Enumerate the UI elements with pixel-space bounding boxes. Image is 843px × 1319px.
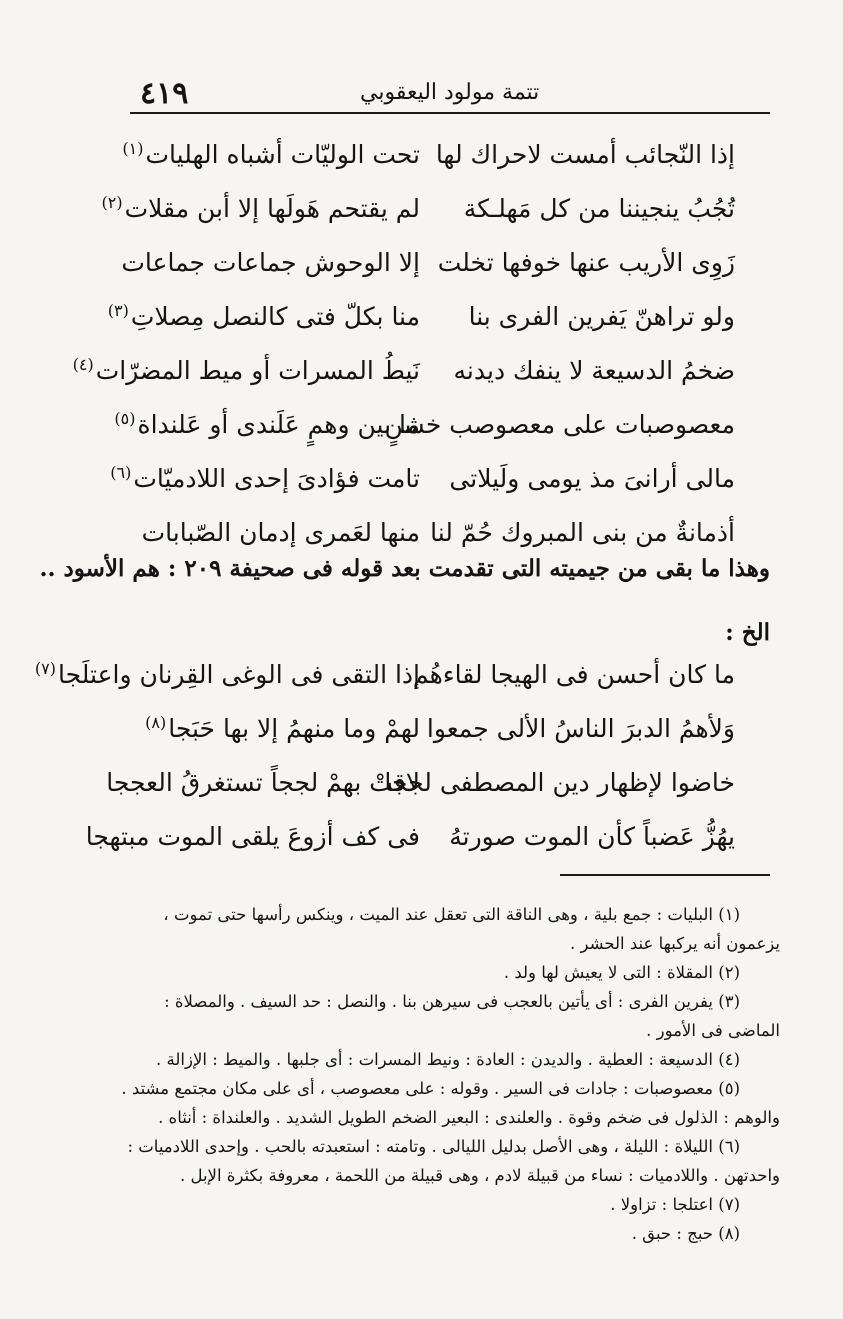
verse-second-hemistich: [34, 648, 420, 702]
verse-first-hemistich: تُجُبُ ينجيننا من كل مَهلـكة: [463, 194, 735, 223]
verse-7: [100, 452, 760, 506]
footnote-ref: (٨): [145, 712, 167, 732]
footnote-line: يزعمون أنه يركبها عند الحشر .: [570, 934, 780, 953]
verse-second-text: منا بكلّ فتى كالنصل مِصلاتِ: [130, 302, 420, 331]
verse-first-hemistich: زَوِى الأريب عنها خوفها تخلت: [437, 248, 735, 277]
verse-second-hemistich: [100, 398, 420, 452]
running-title: تتمة مولود اليعقوبي: [360, 80, 540, 105]
verse-second-hemistich: [100, 236, 420, 290]
verse-second-text: نَيطُ المسرات أو ميط المضرّات: [95, 356, 420, 385]
verse-first-hemistich: مالى أرانىَ مذ يومى ولَيلاتى: [449, 464, 735, 493]
verse-second-text: إذا التقى فى الوغى القِرنان واعتلَجا: [58, 660, 420, 689]
verse-first-hemistich: وَلأهمُ الدبرَ الناسُ الألى جمعوا: [426, 714, 735, 743]
footnote-ref: (٤): [72, 354, 94, 374]
verse-second-hemistich: [100, 128, 420, 182]
verse-first-hemistich: يهُزُّ عَضباً كأن الموت صورتهُ: [449, 822, 735, 851]
page-header: [130, 70, 770, 114]
footnote-line: (٣) يفرين الفرى : أى يأتين بالعجب فى سيرهن بنا . والنصل : حد السيف . والمصلاة :: [164, 992, 740, 1011]
prose-line-2: الخ :: [725, 619, 770, 646]
verse-5: [72, 344, 760, 398]
footnote-ref: (١): [122, 138, 144, 158]
verse-12: [85, 810, 760, 864]
verse-second-text: فى كف أزوعَ يلقى الموت مبتهجا: [85, 822, 420, 851]
verse-3: [100, 236, 760, 290]
verse-second-text: لم يقتحم هَولَها إلا أبن مقلات: [124, 194, 420, 223]
verse-first-hemistich: إذا النّجائب أمست لاحراك لها: [435, 140, 735, 169]
footnote-line: (٨) حبج : حبق .: [631, 1224, 740, 1243]
verse-second-hemistich: [100, 756, 420, 810]
prose-line-1: وهذا ما بقى من جيميته التى تقدمت بعد قوله فى صحيفة ٢٠٩ : هم الأسود ..: [39, 555, 770, 582]
verse-first-hemistich: خاضوا لإظهار دين المصطفى لججا: [384, 768, 735, 797]
footnote-ref: (٥): [114, 408, 136, 428]
verse-second-text: إلا الوحوش جماعات جماعات: [121, 248, 420, 277]
footnote-line: والوهم : الذلول فى ضخم وقوة . والعلندى : البعير الضخم الطويل الشديد . والعلنداة : أنثاه .: [158, 1108, 780, 1127]
footnote-ref: (٧): [34, 658, 57, 678]
verse-10: [100, 702, 760, 756]
verse-second-hemistich: [100, 182, 420, 236]
footnote-line: (١) البليات : جمع بلية ، وهى الناقة التى تعقل عند الميت ، وينكس رأسها حتى تموت ،: [163, 905, 740, 924]
footnote-line: (٦) الليلاة : الليلة ، وهى الأصل بدليل الليالى . وتامته : استعبدته بالحب . وإحدى اللادميات :: [127, 1137, 740, 1156]
verse-4: [100, 290, 760, 344]
verse-9: [34, 648, 760, 702]
footnote-line: (٥) معصوصبات : جادات فى السير . وقوله : على معصوصب ، أى على مكان مجتمع مشتد .: [121, 1079, 740, 1098]
verse-second-hemistich: [100, 452, 420, 506]
footnote-ref: (٣): [107, 300, 129, 320]
verse-second-text: تامت فؤادىَ إحدى اللادميّات: [133, 464, 420, 493]
verse-second-text: لاقتْ بهمْ لججاً تستغرقُ العججا: [106, 768, 420, 797]
footnote-rule: [560, 874, 770, 876]
footnote-line: الماضى فى الأمور .: [646, 1021, 780, 1040]
verse-second-hemistich: [100, 290, 420, 344]
footnote-line: (٧) اعتلجا : تزاولا .: [610, 1195, 740, 1214]
footnote-ref: (٢): [101, 192, 123, 212]
page-number: ٤١٩: [140, 76, 189, 111]
footnote-line: (٤) الدسيعة : العطية . والديدن : العادة : ونيط المسرات : أى جلبها . والميط : الإزالة .: [156, 1050, 740, 1069]
verse-second-text: ما بين وهمٍ عَلَندى أو عَلنداة: [137, 410, 420, 439]
verse-first-hemistich: ما كان أحسن فى الهيجا لقاءهُم: [413, 660, 735, 689]
verse-second-hemistich: [100, 702, 420, 756]
verse-11: [100, 756, 760, 810]
header-rule: [130, 112, 770, 114]
verse-1: [100, 128, 760, 182]
verse-first-hemistich: ولو تراهنّ يَفرين الفرى بنا: [468, 302, 735, 331]
verse-second-hemistich: [72, 344, 420, 398]
footnote-ref: (٦): [110, 462, 132, 482]
verse-6: [100, 398, 760, 452]
verse-second-text: منها لعَمرى إدمان الصّبابات: [141, 518, 420, 547]
footnote-line: (٢) المقلاة : التى لا يعيش لها ولد .: [503, 963, 740, 982]
verse-first-hemistich: ضخمُ الدسيعة لا ينفك ديدنه: [453, 356, 735, 385]
verse-first-hemistich: معصوصبات على معصوصب خشنٍ: [384, 410, 735, 439]
verse-2: [100, 182, 760, 236]
verse-second-text: تحت الوليّات أشباه الهليات: [145, 140, 420, 169]
verse-second-text: لهمْ وما منهمُ إلا بها حَبَجا: [168, 714, 420, 743]
footnote-line: واحدتهن . واللادميات : نساء من قبيلة لادم ، وهى قبيلة من اللحمة ، معروفة بكثرة الإبل .: [179, 1166, 780, 1185]
verse-second-hemistich: [85, 810, 420, 864]
verse-first-hemistich: أذمانةٌ من بنى المبروك حُمّ لنا: [430, 518, 735, 547]
